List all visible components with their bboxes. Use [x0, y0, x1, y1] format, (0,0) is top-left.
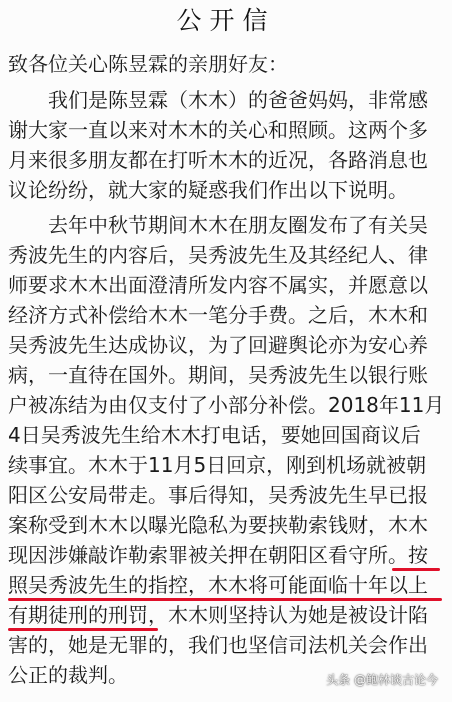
highlight-underline: [8, 598, 442, 601]
highlight-underline: [8, 628, 158, 631]
letter-line: 去年中秋节期间木木在朋友圈发布了有关吴: [8, 213, 428, 237]
letter-line: 案称受到木木以曝光隐私为要挟勒索钱财，木木: [8, 513, 428, 537]
letter-salutation: 致各位关心陈昱霖的亲朋好友：: [8, 52, 288, 76]
letter-line: 我们是陈昱霖（木木）的爸爸妈妈，非常感: [8, 88, 428, 112]
letter-line: 病，一直待在国外。期间，吴秀波先生以银行账: [8, 363, 428, 387]
letter-line: 经济方式补偿给木木一笔分手费。之后，木木和: [8, 303, 428, 327]
letter-line: 秀波先生的内容后，吴秀波先生及其经纪人、律: [8, 243, 428, 267]
letter-line: 月来很多朋友都在打听木木的近况，各路消息也: [8, 148, 428, 172]
letter-line: 续事宜。木木于11月5日回京，刚到机场就被朝: [8, 453, 427, 477]
letter-title: 公开信: [176, 6, 276, 35]
letter-line: 害的，她是无罪的，我们也坚信司法机关会作出: [8, 633, 428, 657]
letter-line: 照吴秀波先生的指控，木木将可能面临十年以上: [8, 573, 428, 597]
letter-line: 吴秀波先生达成协议，为了回避舆论亦为安心养: [8, 333, 428, 357]
letter-line: 公正的裁判。: [8, 663, 128, 687]
letter-line: 有期徒刑的刑罚，木木则坚持认为她是被设计陷: [8, 603, 428, 627]
letter-line: 阳区公安局带走。事后得知，吴秀波先生早已报: [8, 483, 428, 507]
source-watermark: 头条 @鲍林谈古论今: [326, 673, 438, 687]
letter-line: 议论纷纷，就大家的疑惑我们作出以下说明。: [8, 178, 408, 202]
letter-line: 师要求木木出面澄清所发内容不属实，并愿意以: [8, 273, 428, 297]
letter-line: 户被冻结为由仅支付了小部分补偿。2018年11月: [8, 393, 445, 417]
letter-line: 谢大家一直以来对木木的关心和照顾。这两个多: [8, 118, 428, 142]
highlight-underline: [392, 568, 440, 571]
letter-line: 4日吴秀波先生给木木打电话，要她回国商议后: [8, 423, 421, 447]
letter-line: 现因涉嫌敲诈勒索罪被关押在朝阳区看守所。按: [8, 543, 428, 567]
